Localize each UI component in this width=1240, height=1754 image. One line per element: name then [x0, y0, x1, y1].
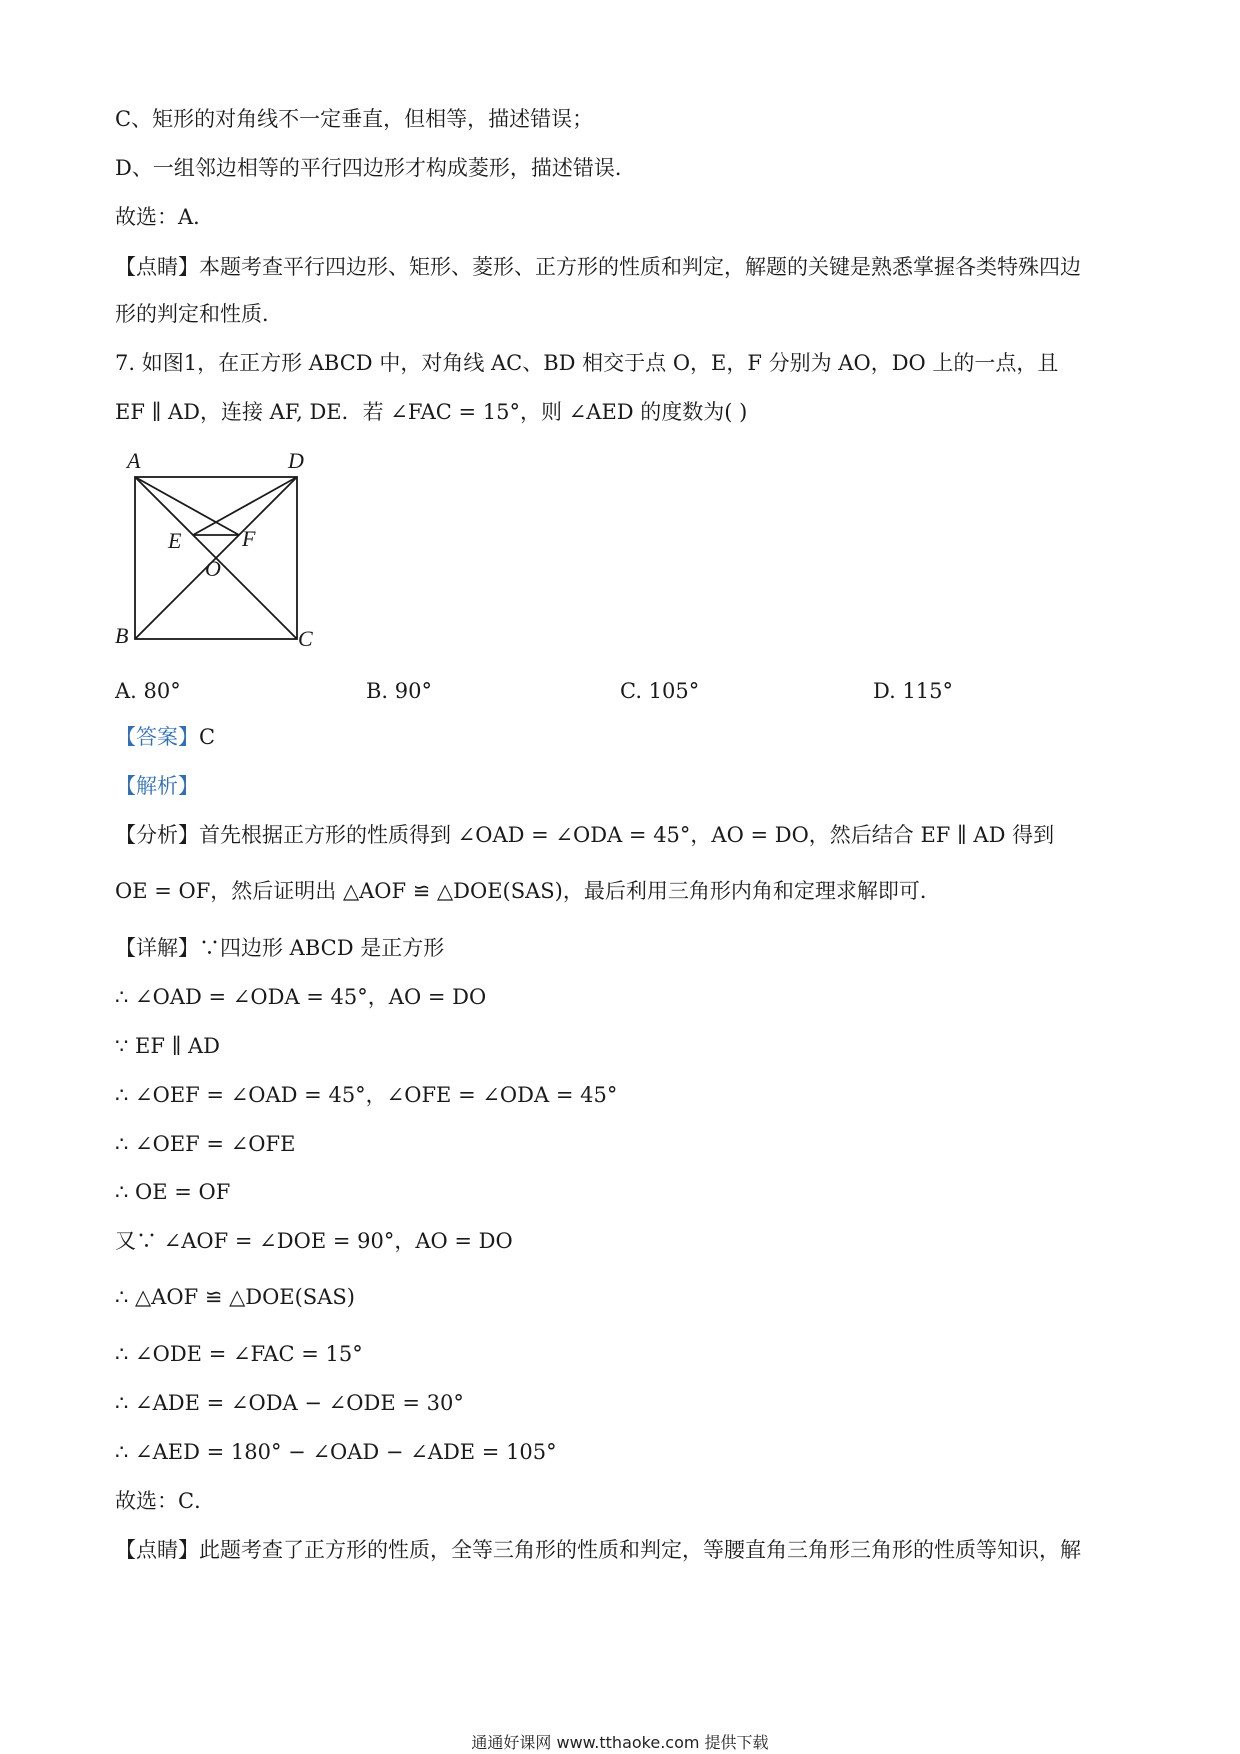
option-c: C. 105° — [620, 679, 700, 703]
answer-line — [115, 722, 215, 752]
step-line: ∵ EF ∥ AD — [115, 1034, 220, 1058]
answer-value: C — [199, 725, 216, 749]
step-line: ∴ ∠AED = 180° − ∠OAD − ∠ADE = 105° — [115, 1440, 557, 1464]
step-line: ∴ OE = OF — [115, 1180, 231, 1204]
step-line: 【详解】∵四边形 ABCD 是正方形 — [115, 936, 445, 960]
label-b: B — [115, 623, 129, 648]
step-line: 故选：C． — [115, 1489, 216, 1513]
footer-watermark: 通通好课网 www.tthaoke.com 提供下载 — [471, 1733, 769, 1752]
question-line: EF ∥ AD，连接 AF, DE．若 ∠FAC = 15°，则 ∠AED 的度数为( ) — [115, 400, 748, 424]
analysis-line: 【分析】首先根据正方形的性质得到 ∠OAD = ∠ODA = 45°，AO = DO，然后结合 EF ∥ AD 得到 — [115, 823, 1055, 847]
step-line: ∴ ∠OEF = ∠OAD = 45°，∠OFE = ∠ODA = 45° — [115, 1083, 618, 1107]
step-line: ∴ ∠ODE = ∠FAC = 15° — [115, 1342, 363, 1366]
question-line: 7. 如图1，在正方形 ABCD 中，对角线 AC、BD 相交于点 O，E，F 分别为 AO，DO 上的一点，且 — [115, 351, 1059, 375]
square-figure — [105, 440, 345, 655]
segment-af — [135, 477, 239, 535]
text-line: C、矩形的对角线不一定垂直，但相等，描述错误； — [115, 107, 594, 131]
comment-line: 【点睛】此题考查了正方形的性质，全等三角形的性质和判定，等腰直角三角形三角形的性质等知识，解 — [115, 1538, 1081, 1562]
text-line: D、一组邻边相等的平行四边形才构成菱形，描述错误． — [115, 156, 636, 180]
step-line: ∴ ∠OEF = ∠OFE — [115, 1132, 296, 1156]
option-d: D. 115° — [873, 679, 954, 703]
option-b: B. 90° — [366, 679, 433, 703]
label-d: D — [288, 448, 304, 473]
step-line: ∴ ∠ADE = ∠ODA − ∠ODE = 30° — [115, 1391, 464, 1415]
label-a: A — [127, 448, 141, 473]
label-e: E — [168, 528, 182, 553]
analysis-line: OE = OF，然后证明出 △AOF ≌ △DOE(SAS)，最后利用三角形内角和定理求解即可． — [115, 879, 941, 903]
text-line: 形的判定和性质． — [115, 302, 283, 326]
answer-tag: 【答案】 — [115, 725, 199, 749]
text-line: 【点睛】本题考查平行四边形、矩形、菱形、正方形的性质和判定，解题的关键是熟悉掌握各类特殊四边 — [115, 255, 1081, 279]
label-o: O — [205, 556, 221, 581]
step-line: 又∵ ∠AOF = ∠DOE = 90°，AO = DO — [115, 1229, 513, 1253]
option-a: A. 80° — [115, 679, 181, 703]
analysis-tag: 【解析】 — [115, 774, 199, 798]
step-line: ∴ ∠OAD = ∠ODA = 45°，AO = DO — [115, 985, 487, 1009]
label-f: F — [242, 526, 256, 551]
label-c: C — [298, 626, 313, 651]
text-line: 故选：A． — [115, 205, 215, 229]
step-line: ∴ △AOF ≌ △DOE(SAS) — [115, 1285, 355, 1309]
